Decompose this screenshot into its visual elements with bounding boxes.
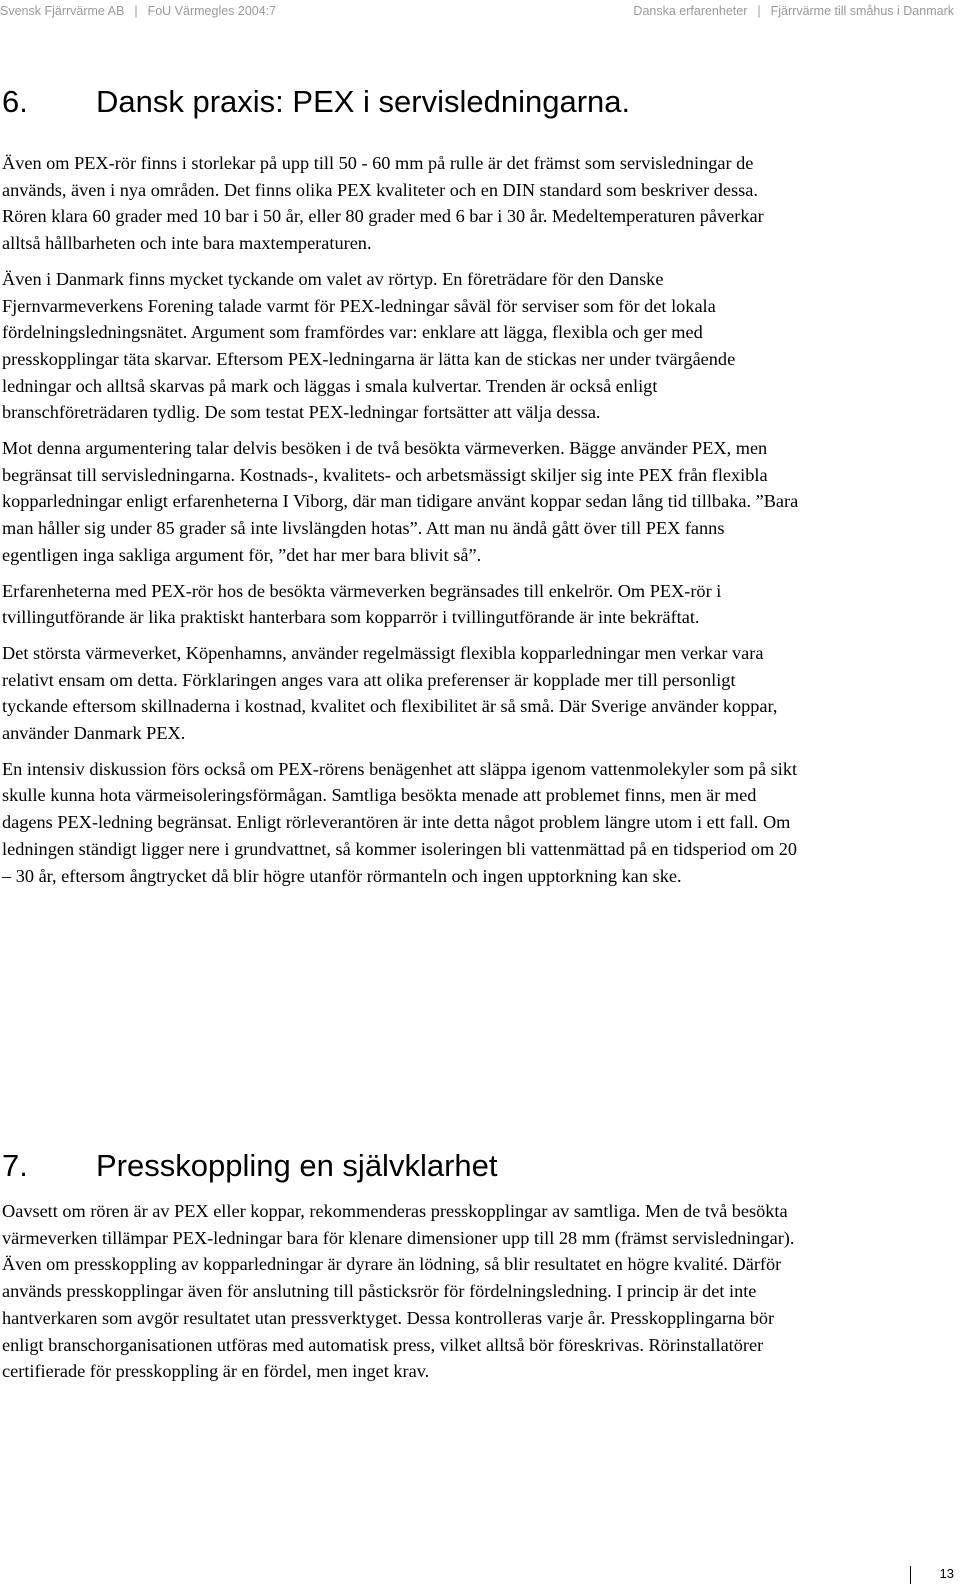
running-header [0, 0, 960, 30]
header-organization: Svensk Fjärrvärme AB [0, 4, 125, 18]
section-7-heading [2, 1148, 498, 1184]
header-separator: | [134, 4, 138, 18]
section-6-body [2, 150, 802, 898]
header-chapter: Danska erfarenheter [633, 4, 748, 18]
header-right [623, 4, 954, 18]
paragraph: Även om PEX-rör finns i storlekar på upp till 50 - 60 mm på rulle är det främst som servisledningar de används, även i nya områden. Det finns olika PEX kvaliteter och en DIN standard som beskriver dessa. Rören klara 60 grader med 10 bar i 50 år, eller 80 grader med 6 bar i 30 år. Medeltemperaturen påverkar alltså hållbarheten och inte bara maxtemperaturen. [2, 153, 764, 254]
header-separator-right: | [757, 4, 761, 18]
section-6-title: Dansk praxis: PEX i servisledningarna. [96, 84, 631, 119]
section-7-title: Presskoppling en självklarhet [96, 1148, 498, 1183]
page-number: 13 [939, 1566, 954, 1581]
section-6-number: 6. [2, 84, 28, 119]
paragraph: Det största värmeverket, Köpenhamns, använder regelmässigt flexibla kopparledningar men verkar vara relativt ensam om detta. Förklaringen anges vara att olika preferenser är kopplade mer till personligt tyckande eftersom skillnaderna i kostnad, kvalitet och flexibilitet är så små. Där Sverige använder koppar, använder Danmark PEX. [2, 642, 778, 744]
paragraph: Oavsett om rören är av PEX eller koppar, rekommenderas presskopplingar av samtliga. Men de två besökta värmeverken tillämpar PEX-ledningar bara för klenare dimensioner upp till 28 mm (främst servisledningar). Även om presskoppling av kopparledningar är dyrare än lödning, så blir resultatet en högre kvalité. Därför används presskopplingar även för anslutning till påsticksrör för fördelningsledning. I princip är det inte hantverkaren som avgör resultatet utan pressverktyget. Dessa kontrolleras varje år. Presskopplingarna bör enligt branschorganisationen utföras med automatisk press, vilket alltså bör föreskrivas. Rörinstallatörer certifierade för presskoppling är en fördel, men inget krav. [2, 1201, 795, 1382]
header-left [0, 4, 286, 18]
paragraph: Även i Danmark finns mycket tyckande om valet av rörtyp. En företrädare för den Danske Fjernvarmeverkens Forening talade varmt för PEX-ledningar såväl för serviser som för det lokala fördelningsledningsnätet. Argument som framfördes var: enklare att lägga, flexibla och ger med presskopplingar täta skarvar. Eftersom PEX-ledningarna är lätta kan de stickas ner under tvärgående ledningar och alltså skarvas på mark och läggas i smala kulvertar. Trenden är också enligt branschföreträdaren tydlig. De som testat PEX-ledningar fortsätter att välja dessa. [2, 268, 736, 423]
paragraph: En intensiv diskussion förs också om PEX-rörens benägenhet att släppa igenom vattenmolekyler som på sikt skulle kunna hota värmeisoleringsförmågan. Samtliga besökta menade att problemet finns, men är med dagens PEX-ledning begränsat. Enligt rörleverantören är inte detta något problem längre utom i ett fall. Om ledningen ständigt ligger nere i grundvattnet, så kommer isoleringen bli vattenmättad på en tidsperiod om 20 – 30 år, eftersom ångtrycket då blir högre utanför rörmanteln och ingen upptorkning kan ske. [2, 758, 798, 886]
paragraph: Erfarenheterna med PEX-rör hos de besökta värmeverken begränsades till enkelrör. Om PEX-rör i tvillingutförande är lika praktiskt hanterbara som kopparrör i tvillingutförande är inte bekräftat. [2, 580, 722, 628]
footer-divider [910, 1566, 911, 1584]
section-7-body [2, 1198, 802, 1394]
section-7-number: 7. [2, 1148, 28, 1183]
header-report-id: FoU Värmegles 2004:7 [147, 4, 277, 18]
paragraph: Mot denna argumentering talar delvis besöken i de två besökta värmeverken. Bägge använder PEX, men begränsat till servisledningarna. Kostnads-, kvalitets- och arbetsmässigt skiljer sig inte PEX från flexibla kopparledningar enligt erfarenheterna I Viborg, där man tidigare använt koppar sedan lång tid tillbaka. ”Bara man håller sig under 85 grader så inte livslängden hotas”. Att man nu ändå gått över till PEX fanns egentligen inga sakliga argument för, ”det har mer bara blivit så”. [2, 438, 799, 565]
section-6-heading [2, 84, 630, 120]
header-report-title: Fjärrvärme till småhus i Danmark [770, 4, 954, 18]
